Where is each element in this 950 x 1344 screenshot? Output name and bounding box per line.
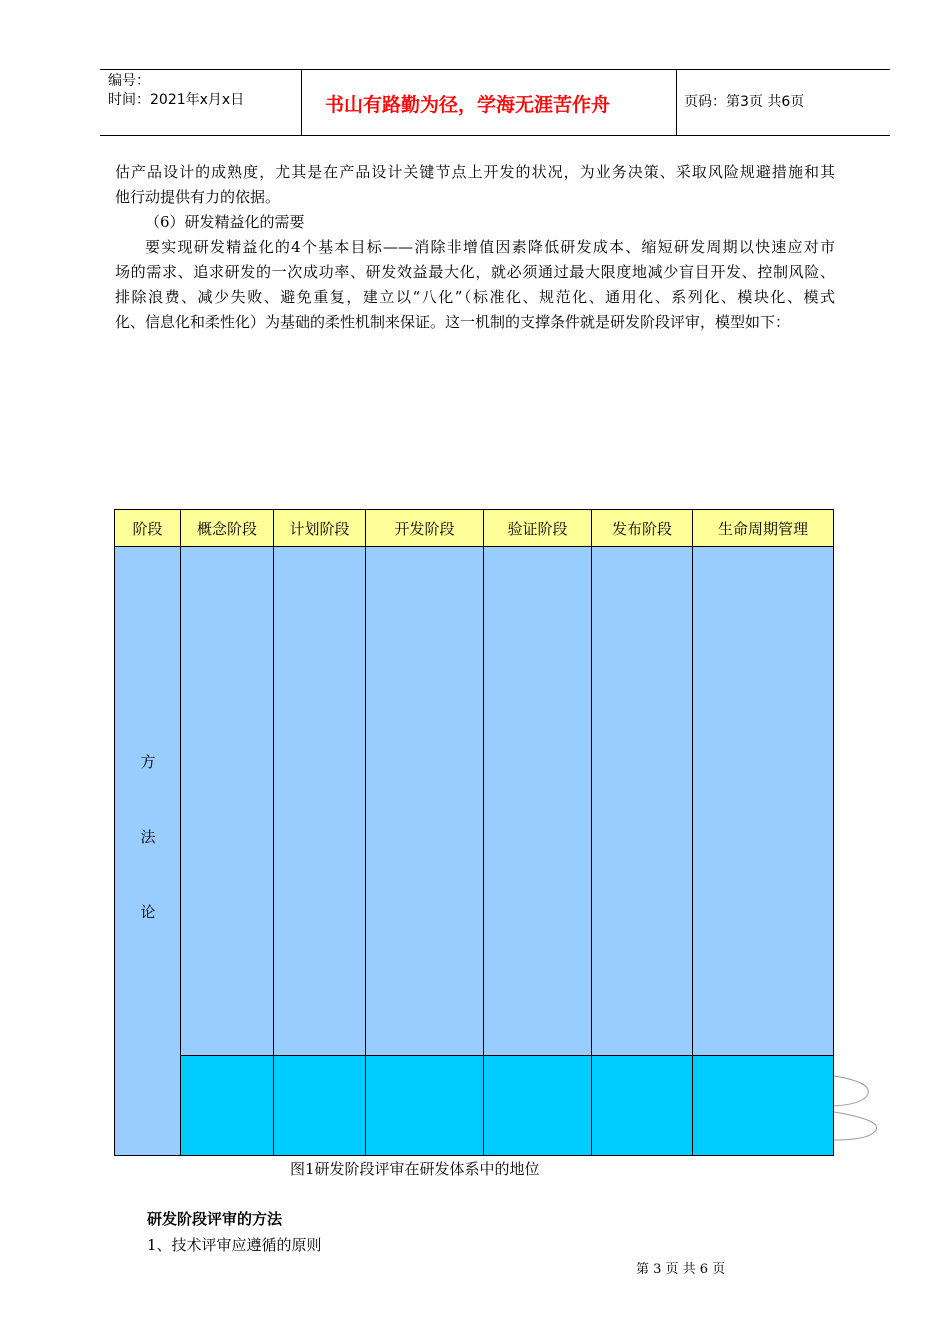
figure-caption: 图1研发阶段评审在研发体系中的地位 <box>290 1160 540 1178</box>
paragraph-2-line-2: 场的需求、追求研发的一次成功率、研发效益最大化，就必须通过最大限度地减少盲目开发、控制风险、 <box>115 263 835 281</box>
decorative-arcs <box>820 1060 900 1160</box>
header-cell-stage: 阶段 <box>114 509 181 547</box>
methodology-column <box>114 546 181 1156</box>
release-bottom-cell <box>591 1055 693 1156</box>
paragraph-1 <box>115 160 835 235</box>
methodology-char-1: 方 <box>140 753 156 771</box>
verify-bottom-cell <box>483 1055 592 1156</box>
header-top-rule <box>100 69 890 70</box>
header-cell-release: 发布阶段 <box>591 509 693 547</box>
develop-column <box>365 546 484 1056</box>
header-number-label: 编号： <box>108 73 150 89</box>
develop-bottom-cell <box>365 1055 484 1156</box>
paragraph-2-line-1: 要实现研发精益化的4个基本目标——消除非增值因素降低研发成本、缩短研发周期以快速应对市 <box>145 238 835 256</box>
header-page-code: 页码：第3页 共6页 <box>684 94 805 110</box>
plan-bottom-cell <box>273 1055 366 1156</box>
header-divider-right <box>676 69 677 135</box>
list-item-1: 1、技术评审应遵循的原则 <box>147 1236 322 1254</box>
header-cell-plan: 计划阶段 <box>273 509 366 547</box>
section-heading-6: （6）研发精益化的需要 <box>145 213 305 231</box>
paragraph-2-line-3: 排除浪费、减少失败、避免重复，建立以“八化”（标准化、规范化、通用化、系列化、模块化、模式 <box>115 288 835 306</box>
header-cell-develop: 开发阶段 <box>365 509 484 547</box>
paragraph-2 <box>115 235 835 335</box>
concept-column <box>180 546 274 1056</box>
paragraph-2-line-4: 化、信息化和柔性化）为基础的柔性机制来保证。这一机制的支撑条件就是研发阶段评审，模型如下： <box>115 313 791 331</box>
header-divider-left <box>301 69 302 135</box>
header-time-label: 时间：2021年x月x日 <box>108 92 245 108</box>
header-bottom-rule <box>100 135 890 136</box>
section-title: 研发阶段评审的方法 <box>147 1210 283 1228</box>
header-slogan: 书山有路勤为径，学海无涯苦作舟 <box>325 94 611 116</box>
concept-bottom-cell <box>180 1055 274 1156</box>
paragraph-1-line-2: 他行动提供有力的依据。 <box>115 188 281 206</box>
header-cell-lifecycle: 生命周期管理 <box>692 509 834 547</box>
page-footer: 第 3 页 共 6 页 <box>636 1262 726 1277</box>
methodology-char-2: 法 <box>140 828 156 846</box>
header-cell-concept: 概念阶段 <box>180 509 274 547</box>
paragraph-1-line-1: 估产品设计的成熟度，尤其是在产品设计关键节点上开发的状况，为业务决策、采取风险规避措施和其 <box>115 163 835 181</box>
plan-column <box>273 546 366 1056</box>
lifecycle-bottom-cell <box>692 1055 834 1156</box>
release-column <box>591 546 693 1056</box>
header-cell-verify: 验证阶段 <box>483 509 592 547</box>
verify-column <box>483 546 592 1056</box>
lifecycle-column <box>692 546 834 1056</box>
methodology-char-3: 论 <box>140 903 156 921</box>
